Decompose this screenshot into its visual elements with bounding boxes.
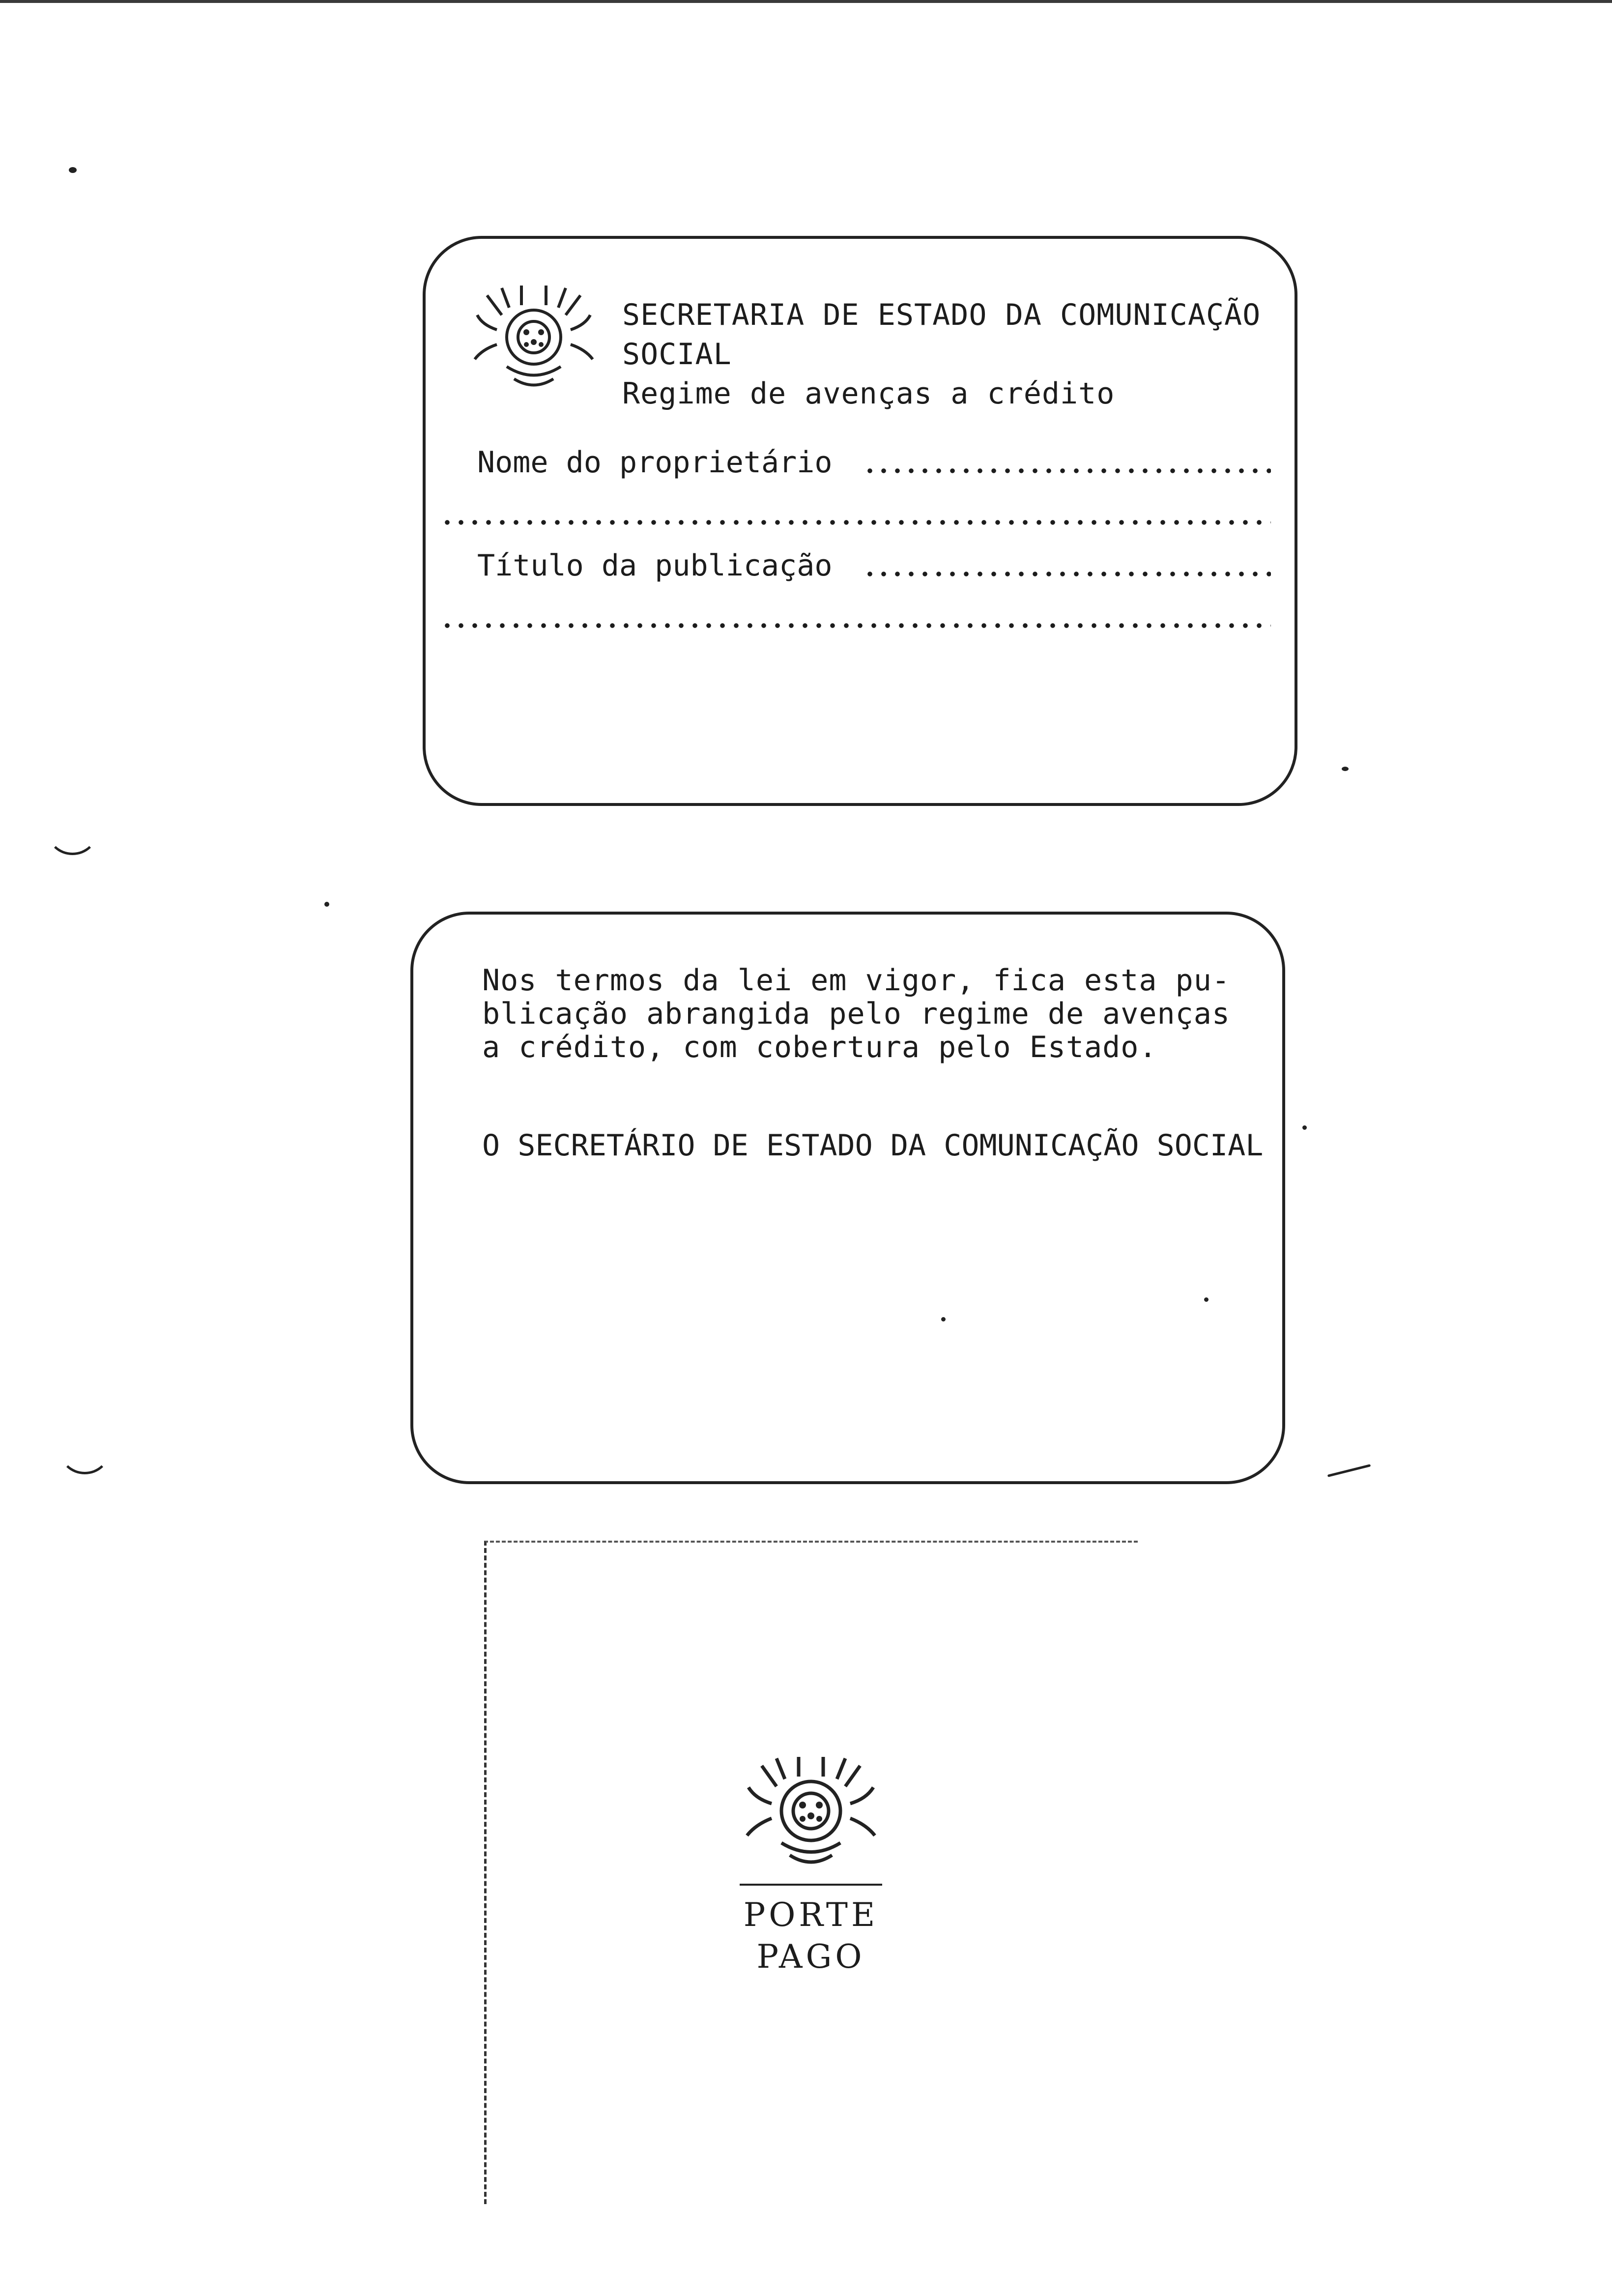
publication-title-continuation[interactable] [440, 598, 1271, 637]
dotted-leader [440, 520, 1271, 525]
scan-speck [1342, 767, 1349, 771]
scan-speck [941, 1317, 946, 1321]
owner-name-field[interactable] [440, 443, 1271, 482]
scan-mark [59, 1425, 111, 1474]
notice-card [410, 912, 1285, 1484]
scan-speck [69, 167, 77, 173]
coat-of-arms-icon [745, 1757, 877, 1870]
dotted-leader [440, 623, 1271, 628]
scan-speck [1302, 1125, 1307, 1130]
registration-card [423, 236, 1297, 806]
owner-name-label: Nome do proprietário [440, 445, 847, 480]
postage-divider [740, 1884, 882, 1886]
scan-speck [1204, 1297, 1209, 1302]
postage-area [484, 1541, 1138, 2204]
dotted-leader [863, 468, 1271, 473]
publication-title-field[interactable] [440, 546, 1271, 585]
dotted-leader [863, 572, 1271, 576]
owner-name-continuation[interactable] [440, 494, 1271, 534]
coat-of-arms-icon [472, 286, 595, 394]
card-header [622, 295, 1261, 413]
publication-title-label: Título da publicação [440, 548, 847, 583]
scan-speck [324, 902, 329, 907]
notice-line-2: blicação abrangida pelo regime de avenças [482, 997, 1231, 1031]
postage-line-2: PAGO [756, 1938, 865, 1976]
header-line-2: SOCIAL [622, 337, 732, 372]
top-border [0, 0, 1612, 3]
header-line-3: Regime de avenças a crédito [622, 376, 1115, 411]
notice-text [482, 964, 1230, 1064]
header-line-1: SECRETARIA DE ESTADO DA COMUNICAÇÃO [622, 298, 1261, 332]
postage-line-1: PORTE [743, 1896, 879, 1934]
scan-mark [1327, 1464, 1371, 1477]
signature: O SECRETÁRIO DE ESTADO DA COMUNICAÇÃO SOCIAL [482, 1128, 1264, 1163]
notice-line-3: a crédito, com cobertura pelo Estado. [482, 1030, 1157, 1064]
scan-mark [47, 806, 98, 855]
notice-line-1: Nos termos da lei em vigor, fica esta pu- [482, 963, 1231, 998]
